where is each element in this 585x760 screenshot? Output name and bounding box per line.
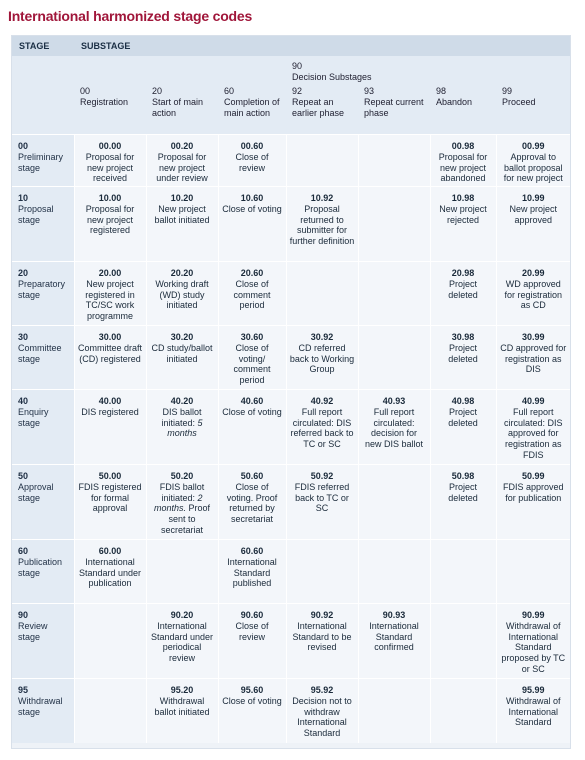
stage-code-value: 10.92 [310,193,334,203]
stage-code-value: 10.20 [170,193,194,203]
substage-cell [218,604,286,679]
stage-code-value: 90.60 [240,610,264,620]
substage-cell [286,604,358,679]
substage-cell [496,326,570,390]
stage-code-value: 95.99 [521,685,545,695]
stage-code-value: 30.00 [98,332,122,342]
table-row [12,465,570,540]
substage-cell [74,604,146,679]
stage-codes-table [12,36,570,743]
substage-cell [358,540,430,604]
substage-column-header: SUBSTAGE [74,36,570,56]
stage-code-value: 40.92 [310,396,334,406]
stage-code-value: 30.60 [240,332,264,342]
substage-cell [74,679,146,743]
substage-cell [286,135,358,187]
stage-description: CD referred back to Working Group [289,342,355,375]
stage-code-value: 20.98 [451,268,475,278]
stage-description: Full report circulated: DIS referred back to TC or SC [290,406,354,450]
stage-description: Project deleted [448,406,478,428]
substage-cell [430,262,496,326]
substage-cell [430,187,496,262]
stage-description: CD study/ballot initiated [151,342,213,364]
header-spacer [12,56,74,135]
substage-cell [74,135,146,187]
substage-cell [358,262,430,326]
stage-description: New project rejected [439,203,487,225]
substage-cell [146,390,218,465]
stage-description: CD approved for registration as DIS [500,342,567,375]
substage-cell [218,679,286,743]
stage-name: Enquiry stage [18,406,49,428]
stage-code-value: 90.93 [382,610,406,620]
substage-cell [496,262,570,326]
stage-code: 10 [18,193,29,203]
substage-cell [430,465,496,540]
stage-description: Close of review [235,620,269,642]
substage-cell [358,187,430,262]
substage-cell [430,326,496,390]
stage-cell-60 [12,540,74,604]
stage-codes-table-container [11,35,571,749]
stage-description: FDIS ballot initiated: [159,481,205,503]
table-row [12,262,570,326]
stage-code-value: 30.92 [310,332,334,342]
stage-description: Withdrawal of International Standard proposed by TC or SC [501,620,566,674]
stage-description: Close of voting. Proof returned by secretariat [226,481,278,525]
substage-cell [358,326,430,390]
stage-description: Proposal for new project abandoned [438,151,488,184]
stage-description: Proposal for new project registered [85,203,135,236]
substage-cell [430,390,496,465]
substage-label: Repeat an earlier phase [292,96,345,118]
stage-description: Committee draft (CD) registered [77,342,143,364]
substage-cell [146,135,218,187]
stage-description-tail: Proof sent to secretariat [160,503,211,535]
stage-code-value: 90.92 [310,610,334,620]
substage-cell [218,390,286,465]
substage-label: Proceed [502,96,536,107]
substage-cell [218,326,286,390]
substage-cell [74,262,146,326]
stage-description: Close of voting [222,695,282,706]
substage-cell [358,465,430,540]
substage-code: 00 [80,86,91,96]
decision-substages-header [286,56,570,84]
stage-description: Proposal for new project received [85,151,135,184]
stage-description: Working draft (WD) study initiated [155,278,209,311]
stage-description: Project deleted [448,481,478,503]
substage-cell [146,187,218,262]
stage-description: Close of voting [222,203,282,214]
stage-code-value: 20.20 [170,268,194,278]
stage-description: DIS registered [81,406,139,417]
stage-description: New project registered in TC/SC work programme [85,278,135,322]
substage-header-92 [286,84,358,135]
stage-code-value: 90.99 [521,610,545,620]
substage-cell [218,465,286,540]
stage-code-value: 10.00 [98,193,122,203]
substage-cell [496,135,570,187]
substage-header-93 [358,84,430,135]
substage-cell [496,540,570,604]
substage-cell [218,262,286,326]
substage-code: 98 [436,86,447,96]
stage-description: International Standard under publication [78,556,142,589]
table-row [12,135,570,187]
duration-note: 5 months [167,417,203,439]
stage-name: Publication stage [18,556,63,578]
substage-cell [286,679,358,743]
table-row [12,540,570,604]
substage-cell [286,262,358,326]
substage-cell [218,540,286,604]
stage-code-value: 40.60 [240,396,264,406]
stage-description: Full report circulated: DIS approved for registration as FDIS [503,406,563,460]
substage-cell [286,187,358,262]
stage-code-value: 40.99 [521,396,545,406]
stage-description: International Standard confirmed [369,620,419,653]
stage-description: Close of voting [222,406,282,417]
stage-cell-20 [12,262,74,326]
stage-code-value: 95.20 [170,685,194,695]
substage-header-00 [74,84,146,135]
stage-code: 00 [18,141,29,151]
stage-name: Review stage [18,620,48,642]
stage-description: Project deleted [448,278,478,300]
stage-description: Close of comment period [233,278,271,311]
stage-cell-30 [12,326,74,390]
stage-code-value: 10.98 [451,193,475,203]
stage-code-value: 50.92 [310,471,334,481]
page-title: International harmonized stage codes [8,8,253,24]
stage-description: WD approved for registration as CD [504,278,563,311]
stage-cell-40 [12,390,74,465]
stage-cell-95 [12,679,74,743]
stage-description: Proposal returned to submitter for further definition [289,203,355,247]
stage-code-value: 20.60 [240,268,264,278]
stage-name: Preliminary stage [18,151,64,173]
substage-header-60 [218,84,286,135]
substage-cell [146,326,218,390]
substage-cell [286,465,358,540]
substage-code: 99 [502,86,513,96]
table-row [12,187,570,262]
substage-cell [286,326,358,390]
decision-code: 90 [292,61,303,71]
stage-description: Full report circulated: decision for new DIS ballot [364,406,424,450]
stage-code-value: 20.00 [98,268,122,278]
stage-description: New project ballot initiated [154,203,210,225]
stage-description: Project deleted [448,342,478,364]
stage-description: Decision not to withdraw International Standard [292,695,352,739]
stage-code-value: 40.00 [98,396,122,406]
substage-cell [74,465,146,540]
table-row [12,604,570,679]
stage-description: FDIS referred back to TC or SC [294,481,350,514]
stage-code-value: 50.20 [170,471,194,481]
substage-label: Start of main action [152,96,204,118]
stage-code-value: 00.60 [240,141,264,151]
substage-header-99 [496,84,570,135]
stage-cell-00 [12,135,74,187]
substage-label: Abandon [436,96,473,107]
substage-cell [146,465,218,540]
stage-code-value: 60.60 [240,546,264,556]
substage-cell [74,187,146,262]
stage-description: FDIS registered for formal approval [78,481,142,514]
table-row [12,390,570,465]
substage-cell [496,604,570,679]
stage-code-value: 40.98 [451,396,475,406]
stage-code-value: 20.99 [521,268,545,278]
substage-cell [358,135,430,187]
substage-cell [430,679,496,743]
stage-code-value: 50.98 [451,471,475,481]
substage-cell [430,135,496,187]
substage-cell [286,390,358,465]
stage-description: Withdrawal of International Standard [505,695,561,728]
stage-code-value: 50.60 [240,471,264,481]
substage-cell [286,540,358,604]
stage-code-value: 95.92 [310,685,334,695]
substage-code: 93 [364,86,375,96]
substage-cell [430,604,496,679]
duration-note: 2 months. [153,492,203,514]
stage-code-value: 10.60 [240,193,264,203]
stage-code: 50 [18,471,29,481]
substage-cell [358,679,430,743]
stage-code: 30 [18,332,29,342]
substage-code: 92 [292,86,303,96]
stage-description: International Standard published [227,556,277,589]
stage-code-value: 30.20 [170,332,194,342]
stage-code-value: 00.00 [98,141,122,151]
stage-code: 95 [18,685,29,695]
stage-code-value: 40.93 [382,396,406,406]
stage-cell-90 [12,604,74,679]
table-row [12,326,570,390]
stage-description: FDIS approved for publication [502,481,564,503]
substage-cell [146,262,218,326]
stage-description: Withdrawal ballot initiated [154,695,210,717]
substage-cell [358,390,430,465]
substage-cell [74,390,146,465]
stage-column-header: STAGE [12,36,74,56]
stage-description: International Standard under periodical review [150,620,214,664]
stage-description: Approval to ballot proposal for new project [503,151,563,184]
stage-code-value: 30.98 [451,332,475,342]
stage-code-value: 30.99 [521,332,545,342]
substage-cell [146,540,218,604]
stage-description: International Standard to be revised [292,620,352,653]
stage-code: 20 [18,268,29,278]
substage-cell [496,390,570,465]
substage-cell [496,679,570,743]
substage-code: 60 [224,86,235,96]
stage-code: 90 [18,610,29,620]
stage-description: Close of review [235,151,269,173]
stage-name: Preparatory stage [18,278,66,300]
stage-name: Committee stage [18,342,62,364]
stage-description: New project approved [509,203,558,225]
stage-code-value: 10.99 [521,193,545,203]
substage-cell [496,465,570,540]
substage-cell [74,540,146,604]
stage-code-value: 00.98 [451,141,475,151]
substage-cell [218,187,286,262]
stage-code: 40 [18,396,29,406]
stage-cell-10 [12,187,74,262]
stage-name: Approval stage [18,481,54,503]
substage-cell [218,135,286,187]
substage-label: Completion of main action [224,96,280,118]
substage-header-98 [430,84,496,135]
substage-cell [496,187,570,262]
substage-cell [146,679,218,743]
stage-name: Proposal stage [18,203,54,225]
stage-name: Withdrawal stage [18,695,63,717]
stage-code-value: 00.20 [170,141,194,151]
stage-code-value: 95.60 [240,685,264,695]
substage-cell [358,604,430,679]
substage-code: 20 [152,86,163,96]
stage-code-value: 60.00 [98,546,122,556]
decision-label: Decision Substages [292,71,372,82]
substage-cell [146,604,218,679]
stage-code-value: 00.99 [521,141,545,151]
substage-cell [74,326,146,390]
table-row [12,679,570,743]
substage-cell [430,540,496,604]
stage-code-value: 40.20 [170,396,194,406]
substage-label: Registration [80,96,129,107]
stage-code-value: 90.20 [170,610,194,620]
stage-description: DIS ballot initiated: [161,406,202,428]
stage-description: Close of voting/ comment period [233,342,271,386]
substage-label: Repeat current phase [364,96,424,118]
substage-header-20 [146,84,218,135]
stage-cell-50 [12,465,74,540]
stage-description: Proposal for new project under review [156,151,208,184]
stage-code-value: 50.00 [98,471,122,481]
stage-code: 60 [18,546,29,556]
stage-code-value: 50.99 [521,471,545,481]
